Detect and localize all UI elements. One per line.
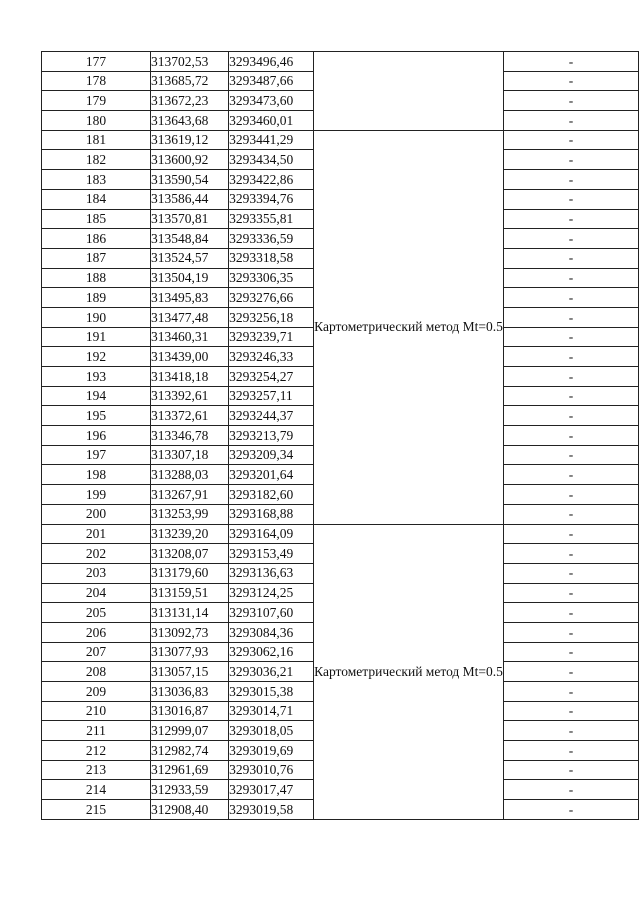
x-coordinate-cell: 313524,57 <box>150 248 228 268</box>
point-number-cell: 182 <box>42 150 151 170</box>
y-coordinate-cell: 3293254,27 <box>229 367 314 387</box>
note-cell: - <box>503 386 638 406</box>
point-number-cell: 205 <box>42 603 151 623</box>
point-number-cell: 202 <box>42 544 151 564</box>
x-coordinate-cell: 313548,84 <box>150 229 228 249</box>
point-number-cell: 191 <box>42 327 151 347</box>
x-coordinate-cell: 313016,87 <box>150 701 228 721</box>
y-coordinate-cell: 3293318,58 <box>229 248 314 268</box>
note-cell: - <box>503 347 638 367</box>
point-number-cell: 196 <box>42 426 151 446</box>
y-coordinate-cell: 3293256,18 <box>229 307 314 327</box>
note-cell: - <box>503 504 638 524</box>
y-coordinate-cell: 3293182,60 <box>229 485 314 505</box>
note-cell: - <box>503 445 638 465</box>
note-cell: - <box>503 111 638 131</box>
note-cell: - <box>503 91 638 111</box>
point-number-cell: 206 <box>42 622 151 642</box>
point-number-cell: 183 <box>42 170 151 190</box>
y-coordinate-cell: 3293422,86 <box>229 170 314 190</box>
note-cell: - <box>503 71 638 91</box>
y-coordinate-cell: 3293019,69 <box>229 741 314 761</box>
x-coordinate-cell: 313036,83 <box>150 682 228 702</box>
note-cell: - <box>503 760 638 780</box>
x-coordinate-cell: 313460,31 <box>150 327 228 347</box>
x-coordinate-cell: 313504,19 <box>150 268 228 288</box>
point-number-cell: 187 <box>42 248 151 268</box>
y-coordinate-cell: 3293434,50 <box>229 150 314 170</box>
x-coordinate-cell: 313619,12 <box>150 130 228 150</box>
note-cell: - <box>503 288 638 308</box>
y-coordinate-cell: 3293168,88 <box>229 504 314 524</box>
note-cell: - <box>503 524 638 544</box>
note-cell: - <box>503 701 638 721</box>
point-number-cell: 211 <box>42 721 151 741</box>
y-coordinate-cell: 3293209,34 <box>229 445 314 465</box>
x-coordinate-cell: 313208,07 <box>150 544 228 564</box>
x-coordinate-cell: 313643,68 <box>150 111 228 131</box>
x-coordinate-cell: 313057,15 <box>150 662 228 682</box>
point-number-cell: 180 <box>42 111 151 131</box>
point-number-cell: 184 <box>42 189 151 209</box>
point-number-cell: 212 <box>42 741 151 761</box>
y-coordinate-cell: 3293306,35 <box>229 268 314 288</box>
point-number-cell: 190 <box>42 307 151 327</box>
y-coordinate-cell: 3293015,38 <box>229 682 314 702</box>
note-cell: - <box>503 800 638 820</box>
point-number-cell: 213 <box>42 760 151 780</box>
y-coordinate-cell: 3293018,05 <box>229 721 314 741</box>
point-number-cell: 207 <box>42 642 151 662</box>
y-coordinate-cell: 3293487,66 <box>229 71 314 91</box>
y-coordinate-cell: 3293164,09 <box>229 524 314 544</box>
point-number-cell: 186 <box>42 229 151 249</box>
y-coordinate-cell: 3293246,33 <box>229 347 314 367</box>
note-cell: - <box>503 426 638 446</box>
x-coordinate-cell: 312908,40 <box>150 800 228 820</box>
note-cell: - <box>503 603 638 623</box>
x-coordinate-cell: 313372,61 <box>150 406 228 426</box>
point-number-cell: 185 <box>42 209 151 229</box>
y-coordinate-cell: 3293014,71 <box>229 701 314 721</box>
y-coordinate-cell: 3293276,66 <box>229 288 314 308</box>
x-coordinate-cell: 313590,54 <box>150 170 228 190</box>
y-coordinate-cell: 3293084,36 <box>229 622 314 642</box>
x-coordinate-cell: 313586,44 <box>150 189 228 209</box>
point-number-cell: 193 <box>42 367 151 387</box>
coordinates-table <box>41 51 639 820</box>
x-coordinate-cell: 313346,78 <box>150 426 228 446</box>
x-coordinate-cell: 313092,73 <box>150 622 228 642</box>
point-number-cell: 204 <box>42 583 151 603</box>
method-cell: Картометрический метод Mt=0.5 <box>314 130 504 524</box>
note-cell: - <box>503 662 638 682</box>
table-row <box>42 130 639 150</box>
x-coordinate-cell: 312961,69 <box>150 760 228 780</box>
y-coordinate-cell: 3293201,64 <box>229 465 314 485</box>
x-coordinate-cell: 313077,93 <box>150 642 228 662</box>
note-cell: - <box>503 485 638 505</box>
note-cell: - <box>503 583 638 603</box>
y-coordinate-cell: 3293107,60 <box>229 603 314 623</box>
point-number-cell: 199 <box>42 485 151 505</box>
y-coordinate-cell: 3293441,29 <box>229 130 314 150</box>
y-coordinate-cell: 3293473,60 <box>229 91 314 111</box>
point-number-cell: 198 <box>42 465 151 485</box>
x-coordinate-cell: 312999,07 <box>150 721 228 741</box>
x-coordinate-cell: 313307,18 <box>150 445 228 465</box>
point-number-cell: 188 <box>42 268 151 288</box>
x-coordinate-cell: 312933,59 <box>150 780 228 800</box>
point-number-cell: 214 <box>42 780 151 800</box>
x-coordinate-cell: 313477,48 <box>150 307 228 327</box>
x-coordinate-cell: 313600,92 <box>150 150 228 170</box>
point-number-cell: 200 <box>42 504 151 524</box>
y-coordinate-cell: 3293257,11 <box>229 386 314 406</box>
y-coordinate-cell: 3293336,59 <box>229 229 314 249</box>
note-cell: - <box>503 170 638 190</box>
note-cell: - <box>503 642 638 662</box>
x-coordinate-cell: 312982,74 <box>150 741 228 761</box>
point-number-cell: 178 <box>42 71 151 91</box>
note-cell: - <box>503 406 638 426</box>
x-coordinate-cell: 313685,72 <box>150 71 228 91</box>
x-coordinate-cell: 313179,60 <box>150 563 228 583</box>
note-cell: - <box>503 367 638 387</box>
y-coordinate-cell: 3293496,46 <box>229 52 314 72</box>
point-number-cell: 201 <box>42 524 151 544</box>
table-row <box>42 524 639 544</box>
x-coordinate-cell: 313239,20 <box>150 524 228 544</box>
x-coordinate-cell: 313495,83 <box>150 288 228 308</box>
y-coordinate-cell: 3293036,21 <box>229 662 314 682</box>
method-cell <box>314 52 504 131</box>
point-number-cell: 215 <box>42 800 151 820</box>
y-coordinate-cell: 3293062,16 <box>229 642 314 662</box>
note-cell: - <box>503 150 638 170</box>
note-cell: - <box>503 268 638 288</box>
y-coordinate-cell: 3293136,63 <box>229 563 314 583</box>
coordinates-table-body <box>42 52 639 820</box>
x-coordinate-cell: 313392,61 <box>150 386 228 406</box>
note-cell: - <box>503 682 638 702</box>
point-number-cell: 197 <box>42 445 151 465</box>
x-coordinate-cell: 313288,03 <box>150 465 228 485</box>
y-coordinate-cell: 3293355,81 <box>229 209 314 229</box>
point-number-cell: 209 <box>42 682 151 702</box>
note-cell: - <box>503 622 638 642</box>
note-cell: - <box>503 189 638 209</box>
point-number-cell: 208 <box>42 662 151 682</box>
y-coordinate-cell: 3293394,76 <box>229 189 314 209</box>
point-number-cell: 210 <box>42 701 151 721</box>
x-coordinate-cell: 313267,91 <box>150 485 228 505</box>
y-coordinate-cell: 3293460,01 <box>229 111 314 131</box>
note-cell: - <box>503 307 638 327</box>
point-number-cell: 203 <box>42 563 151 583</box>
point-number-cell: 192 <box>42 347 151 367</box>
method-cell: Картометрический метод Mt=0.5 <box>314 524 504 819</box>
table-row <box>42 52 639 72</box>
point-number-cell: 194 <box>42 386 151 406</box>
point-number-cell: 179 <box>42 91 151 111</box>
note-cell: - <box>503 544 638 564</box>
note-cell: - <box>503 327 638 347</box>
x-coordinate-cell: 313418,18 <box>150 367 228 387</box>
note-cell: - <box>503 248 638 268</box>
x-coordinate-cell: 313570,81 <box>150 209 228 229</box>
x-coordinate-cell: 313253,99 <box>150 504 228 524</box>
point-number-cell: 177 <box>42 52 151 72</box>
note-cell: - <box>503 229 638 249</box>
x-coordinate-cell: 313672,23 <box>150 91 228 111</box>
x-coordinate-cell: 313439,00 <box>150 347 228 367</box>
point-number-cell: 189 <box>42 288 151 308</box>
y-coordinate-cell: 3293153,49 <box>229 544 314 564</box>
y-coordinate-cell: 3293244,37 <box>229 406 314 426</box>
y-coordinate-cell: 3293017,47 <box>229 780 314 800</box>
x-coordinate-cell: 313702,53 <box>150 52 228 72</box>
x-coordinate-cell: 313159,51 <box>150 583 228 603</box>
note-cell: - <box>503 721 638 741</box>
y-coordinate-cell: 3293010,76 <box>229 760 314 780</box>
x-coordinate-cell: 313131,14 <box>150 603 228 623</box>
y-coordinate-cell: 3293213,79 <box>229 426 314 446</box>
note-cell: - <box>503 209 638 229</box>
point-number-cell: 181 <box>42 130 151 150</box>
y-coordinate-cell: 3293124,25 <box>229 583 314 603</box>
y-coordinate-cell: 3293019,58 <box>229 800 314 820</box>
note-cell: - <box>503 130 638 150</box>
note-cell: - <box>503 741 638 761</box>
note-cell: - <box>503 52 638 72</box>
y-coordinate-cell: 3293239,71 <box>229 327 314 347</box>
note-cell: - <box>503 465 638 485</box>
point-number-cell: 195 <box>42 406 151 426</box>
note-cell: - <box>503 780 638 800</box>
note-cell: - <box>503 563 638 583</box>
